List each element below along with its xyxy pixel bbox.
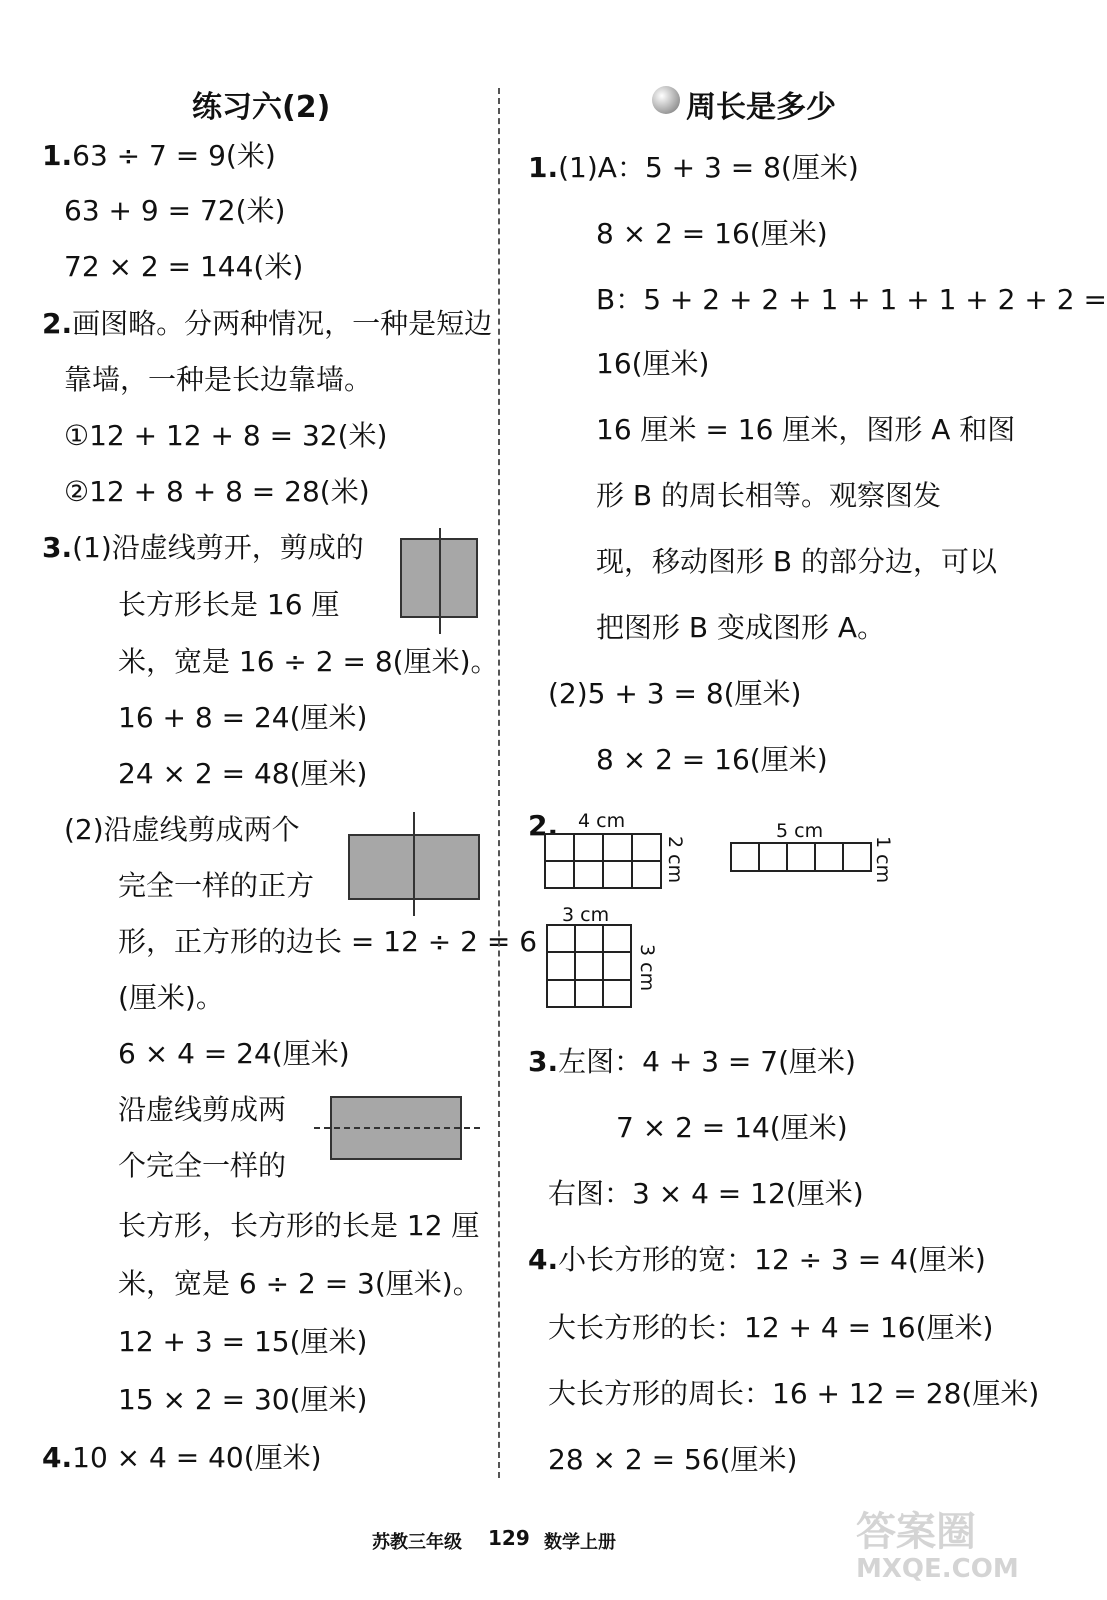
r-q1-line9: (2)5 + 3 = 8(厘米) <box>548 677 802 710</box>
grid3-height-label: 3 cm <box>636 944 658 992</box>
q2-line3: ①12 + 12 + 8 = 32(米) <box>64 419 388 452</box>
r-q4-line4: 28 × 2 = 56(厘米) <box>548 1443 798 1476</box>
r-q3-line1 <box>528 1044 856 1080</box>
page-number: 129 <box>488 1526 530 1550</box>
q4-text: 10 × 4 = 40(厘米) <box>72 1441 322 1474</box>
q3-p1-line1 <box>42 530 364 566</box>
q3-p2-line3: 形，正方形的边长 = 12 ÷ 2 = 6 <box>118 925 538 958</box>
q4-line1 <box>42 1440 322 1476</box>
q3-p2-line9: 米，宽是 6 ÷ 2 = 3(厘米)。 <box>118 1267 481 1300</box>
r-q4-text: 小长方形的宽：12 ÷ 3 = 4(厘米) <box>558 1243 986 1276</box>
q3-p1-line4: 16 + 8 = 24(厘米) <box>118 701 368 734</box>
r-q3-number: 3. <box>528 1045 559 1078</box>
q3-p2-line1: (2)沿虚线剪成两个 <box>64 813 300 846</box>
q3-p2-line10: 12 + 3 = 15(厘米) <box>118 1325 368 1358</box>
grid-figure-2 <box>730 842 874 874</box>
footer-grade: 苏教三年级 <box>372 1532 462 1553</box>
q1-text: 63 ÷ 7 = 9(米) <box>72 139 276 172</box>
q2-line2: 靠墙，一种是长边靠墙。 <box>64 363 373 396</box>
watermark-url: MXQE.COM <box>856 1554 1019 1584</box>
footer-book: 数学上册 <box>544 1532 616 1553</box>
q3-p1-line2: 长方形长是 16 厘 <box>118 588 340 621</box>
q2-number: 2. <box>42 307 73 340</box>
r-q1-text: (1)A：5 + 3 = 8(厘米) <box>558 151 859 184</box>
column-divider <box>498 88 500 1478</box>
r-q4-line1 <box>528 1242 986 1278</box>
q3-text: (1)沿虚线剪开，剪成的 <box>72 531 364 564</box>
q2-line1 <box>42 306 492 342</box>
r-q1-line3: B：5 + 2 + 2 + 1 + 1 + 1 + 2 + 2 = <box>596 283 1107 316</box>
r-q4-line3: 大长方形的周长：16 + 12 = 28(厘米) <box>548 1377 1040 1410</box>
q3-p1-line5: 24 × 2 = 48(厘米) <box>118 757 368 790</box>
grid2-width-label: 5 cm <box>776 820 824 842</box>
right-section-title: 周长是多少 <box>686 90 836 125</box>
q3-p2-line11: 15 × 2 = 30(厘米) <box>118 1383 368 1416</box>
r-q1-line4: 16(厘米) <box>596 347 710 380</box>
grid3-width-label: 3 cm <box>562 904 610 926</box>
q3-p2-line2: 完全一样的正方 <box>118 869 315 902</box>
q1-number: 1. <box>42 139 73 172</box>
left-section-title: 练习六(2) <box>192 90 331 125</box>
grid1-height-label: 2 cm <box>664 836 686 884</box>
q3-p2-line5: 6 × 4 = 24(厘米) <box>118 1037 350 1070</box>
r-q1-line8: 把图形 B 变成图形 A。 <box>596 611 886 644</box>
r-q3-line2: 7 × 2 = 14(厘米) <box>616 1111 848 1144</box>
vertical-cut-line-2 <box>413 812 415 916</box>
r-q4-number: 4. <box>528 1243 559 1276</box>
horizontal-cut-line-3 <box>314 1127 480 1129</box>
q1-line2: 63 + 9 = 72(米) <box>64 194 286 227</box>
q3-p1-line3: 米，宽是 16 ÷ 2 = 8(厘米)。 <box>118 645 499 678</box>
grid-figure-1 <box>544 833 664 891</box>
r-q3-text: 左图：4 + 3 = 7(厘米) <box>558 1045 856 1078</box>
q3-p2-line4: (厘米)。 <box>118 981 224 1014</box>
q1-line3: 72 × 2 = 144(米) <box>64 250 304 283</box>
r-q4-line2: 大长方形的长：12 + 4 = 16(厘米) <box>548 1311 994 1344</box>
q1-line1 <box>42 138 276 174</box>
r-q1-line2: 8 × 2 = 16(厘米) <box>596 217 828 250</box>
r-q2-number: 2. <box>528 809 559 842</box>
r-q1-line10: 8 × 2 = 16(厘米) <box>596 743 828 776</box>
q3-number: 3. <box>42 531 73 564</box>
q3-p2-line7: 个完全一样的 <box>118 1149 287 1182</box>
watermark-logo: 答案圈 <box>856 1509 976 1555</box>
r-q1-line6: 形 B 的周长相等。观察图发 <box>596 479 942 512</box>
section-bullet-icon <box>652 86 680 114</box>
r-q1-line7: 现，移动图形 B 的部分边，可以 <box>596 545 998 578</box>
q2-line4: ②12 + 8 + 8 = 28(米) <box>64 475 370 508</box>
grid-figure-3 <box>546 924 634 1010</box>
q3-p2-line6: 沿虚线剪成两 <box>118 1093 287 1126</box>
r-q1-line5: 16 厘米 = 16 厘米，图形 A 和图 <box>596 413 1016 446</box>
vertical-cut-line-1 <box>439 528 441 634</box>
q3-p2-line8: 长方形，长方形的长是 12 厘 <box>118 1209 480 1242</box>
q2-text: 画图略。分两种情况，一种是短边 <box>72 307 493 340</box>
grid1-width-label: 4 cm <box>578 810 626 832</box>
r-q1-number: 1. <box>528 151 559 184</box>
q4-number: 4. <box>42 1441 73 1474</box>
r-q3-line3: 右图：3 × 4 = 12(厘米) <box>548 1177 864 1210</box>
r-q1-line1 <box>528 150 859 186</box>
grid2-height-label: 1 cm <box>872 836 894 884</box>
